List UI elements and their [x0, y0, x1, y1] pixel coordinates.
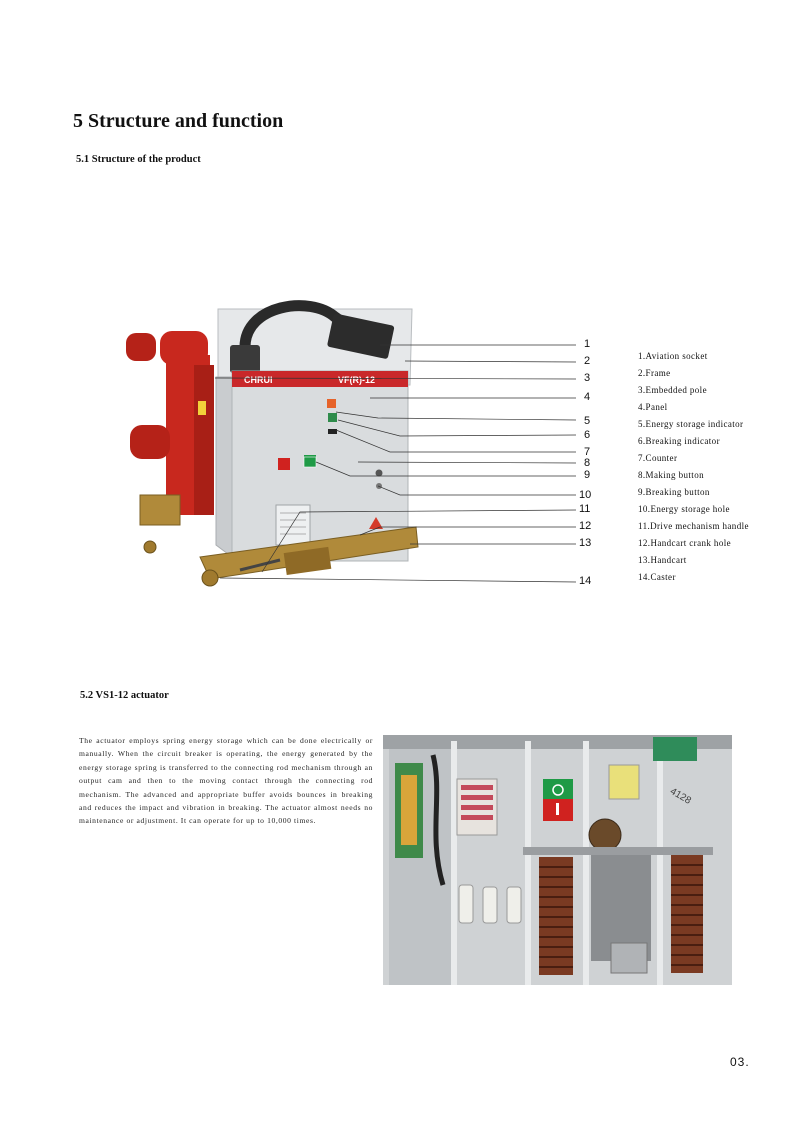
legend-item: 2.Frame: [638, 368, 671, 378]
actuator-image: [383, 735, 732, 985]
callout-13: 13: [579, 537, 592, 549]
callout-14: 14: [579, 575, 592, 587]
model-label: VF(R)-12: [338, 375, 376, 385]
legend-item: 8.Making button: [638, 470, 704, 480]
callout-3: 3: [584, 372, 591, 384]
actuator-description: The actuator employs spring energy storage which can be done electrically or manually. When the circuit breaker is operating, the energy generated by the energy storage spring is transferred to the connecting rod mechanism through an output cam and then to the moving contact through the connecting rod mechanism. The advanced and appropriate buffer avoids bounces in breaking and reduces the impact and vibration in breaking. The actuator almost needs no maintenance or adjustment. It can operate for up to 10,000 times.: [79, 736, 373, 826]
cam-gear: [589, 819, 621, 851]
callout-11: 11: [579, 503, 591, 515]
callout-2: 2: [584, 355, 591, 367]
section-5-2-title: 5.2 VS1-12 actuator: [80, 690, 169, 701]
handwritten-tag: 4128: [668, 786, 693, 807]
legend-item: 10.Energy storage hole: [638, 504, 730, 514]
energy-storage-spring: [539, 857, 573, 975]
legend-item: 3.Embedded pole: [638, 385, 707, 395]
callout-1: 1: [584, 338, 591, 350]
callout-10: 10: [579, 489, 592, 501]
legend-item: 9.Breaking button: [638, 487, 710, 497]
legend-item: 1.Aviation socket: [638, 351, 708, 361]
legend-item: 7.Counter: [638, 453, 678, 463]
page-heading: 5 Structure and function: [73, 110, 284, 132]
brand-label: CHRUI: [244, 375, 273, 385]
legend-item: 5.Energy storage indicator: [638, 419, 744, 429]
callout-8: 8: [584, 457, 591, 469]
legend-item: 11.Drive mechanism handle: [638, 521, 749, 531]
legend-item: 6.Breaking indicator: [638, 436, 720, 446]
legend-item: 12.Handcart crank hole: [638, 538, 732, 548]
legend-item: 14.Caster: [638, 572, 676, 582]
energy-storage-spring: [671, 855, 703, 973]
callout-7: 7: [584, 446, 591, 458]
section-5-1-title: 5.1 Structure of the product: [76, 154, 201, 165]
callout-6: 6: [584, 429, 591, 441]
callout-4: 4: [584, 391, 591, 403]
component-legend: [638, 348, 749, 586]
callout-5: 5: [584, 415, 591, 427]
callout-9: 9: [584, 469, 591, 481]
legend-item: 4.Panel: [638, 402, 668, 412]
legend-item: 13.Handcart: [638, 555, 687, 565]
page-number: 03.: [730, 1055, 750, 1069]
callout-12: 12: [579, 520, 592, 532]
